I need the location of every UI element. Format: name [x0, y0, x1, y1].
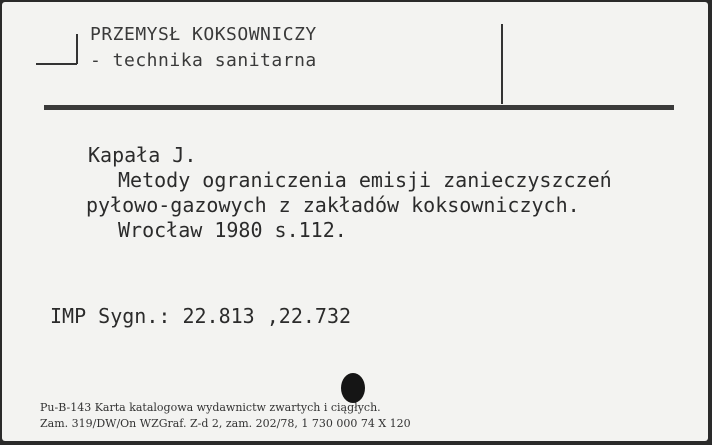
punch-hole: [341, 373, 365, 403]
author: Kapała J.: [88, 143, 197, 167]
corner-mark-vertical: [76, 34, 78, 64]
heading-rule: [44, 105, 674, 110]
subject-heading-line2: - technika sanitarna: [90, 50, 317, 71]
title-line2: pyłowo-gazowych z zakładów koksowniczych.: [86, 193, 580, 217]
call-number: IMP Sygn.: 22.813 ,22.732: [50, 304, 352, 328]
heading-divider: [501, 24, 503, 104]
corner-mark-horizontal: [36, 63, 77, 65]
footer-line1: Pu-B-143 Karta katalogowa wydawnictw zwartych i ciągłych.: [40, 401, 381, 414]
title-line1: Metody ograniczenia emisji zanieczyszczeń: [118, 168, 612, 192]
footer-line2: Zam. 319/DW/On WZGraf. Z-d 2, zam. 202/78, 1 730 000 74 X 120: [40, 417, 411, 430]
subject-heading-line1: PRZEMYSŁ KOKSOWNICZY: [90, 24, 317, 45]
catalog-card: [2, 2, 708, 441]
publication-info: Wrocław 1980 s.112.: [118, 218, 347, 242]
